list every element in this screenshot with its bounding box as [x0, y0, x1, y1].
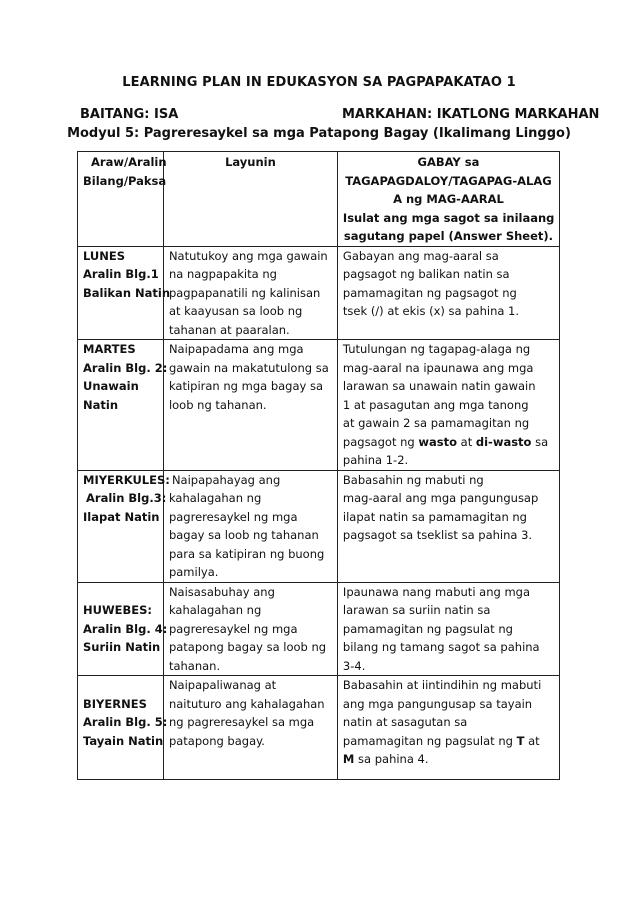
day-cell: [78, 470, 170, 582]
day-line: HUWEBES:: [83, 603, 153, 617]
table-row: [78, 246, 560, 340]
guide-cell: [337, 676, 559, 780]
goal-line: at kaayusan sa loob ng: [168, 304, 303, 318]
guide-line: mag-aaral ang mga pangungusap: [342, 491, 539, 505]
header-guide-line: Isulat ang mga sagot sa inilaang: [342, 210, 555, 225]
goal-line: naituturo ang kahalagahan: [168, 696, 325, 711]
guide-line: mag-aaral na ipaunawa ang mga: [342, 360, 534, 375]
header-guide-line: TAGAPAGDALOY/TAGAPAG-ALAG: [345, 173, 552, 188]
goal-line: gawain na makatutulong sa: [168, 360, 329, 375]
day-line: Natin: [83, 397, 119, 412]
goal-line: Naisasabuhay ang: [168, 584, 275, 599]
goal-line: katipiran ng mga bagay sa: [168, 379, 324, 393]
day-cell: [78, 582, 168, 676]
goal-cell: [163, 582, 337, 676]
guide-text: pagsagot ng: [342, 434, 419, 449]
guide-bold-text: di-wasto: [475, 434, 532, 449]
guide-line: tsek (/) at ekis (x) sa pahina 1.: [342, 304, 520, 318]
goal-line: Naipapaliwanag at: [168, 678, 277, 692]
guide-line: 1 at pasagutan ang mga tanong: [342, 397, 529, 412]
guide-cell: [337, 246, 559, 340]
guide-line: pamamagitan ng pagsulat ng: [342, 621, 513, 636]
day-line: Aralin Blg. 5:: [83, 715, 168, 729]
header-goal: Layunin: [163, 152, 337, 247]
goal-cell: [163, 676, 337, 780]
guide-text: at: [457, 434, 476, 449]
goal-line: loob ng tahanan.: [168, 397, 267, 412]
guide-line: natin at sasagutan sa: [342, 715, 468, 729]
goal-cell: [163, 246, 337, 340]
guide-line: Gabayan ang mag-aaral sa: [342, 248, 499, 263]
guide-line: [343, 732, 554, 751]
guide-text: pamamagitan ng pagsulat ng: [342, 733, 517, 748]
goal-cell: [163, 470, 337, 582]
goal-line: pagreresaykel ng mga: [168, 509, 298, 524]
guide-line: ilapat natin sa pamamagitan ng: [342, 509, 527, 524]
day-cell: [78, 340, 168, 471]
module-title: Modyul 5: Pagreresaykel sa mga Patapong Bagay (Ikalimang Linggo): [67, 126, 571, 141]
header-day-line: Bilang/Paksa: [83, 173, 167, 188]
guide-line: larawan sa unawain natin gawain: [342, 379, 536, 393]
guide-line: pamamagitan ng pagsagot ng: [342, 285, 517, 300]
day-line: Tayain Natin: [83, 733, 164, 748]
guide-line: Ipaunawa nang mabuti ang mga: [342, 584, 531, 599]
quarter-label: MARKAHAN: IKATLONG MARKAHAN: [342, 107, 600, 122]
guide-text: at: [524, 733, 540, 748]
day-line: Suriin Natin: [83, 640, 161, 654]
goal-line: patapong bagay.: [168, 733, 265, 748]
grade-level: BAITANG: ISA: [80, 107, 179, 122]
day-line: Aralin Blg. 2:: [83, 360, 168, 375]
goal-line: tahanan at paaralan.: [168, 322, 290, 337]
guide-cell: [337, 470, 559, 582]
guide-line: [343, 433, 554, 452]
goal-line: bagay sa loob ng tahanan: [168, 528, 319, 542]
guide-line: [343, 750, 554, 769]
learning-plan-table: [77, 151, 560, 780]
guide-bold-text: M: [342, 752, 355, 766]
guide-cell: [337, 582, 559, 676]
day-line: MIYERKULES:: [83, 472, 170, 487]
guide-text: sa: [531, 434, 549, 449]
table-row: [78, 676, 560, 780]
guide-line: Babasahin at iintindihin ng mabuti: [342, 678, 542, 692]
guide-text: sa pahina 4.: [354, 752, 429, 766]
day-line: Aralin Blg.1: [83, 267, 159, 281]
guide-cell: [337, 340, 559, 471]
goal-line: pagpapanatili ng kalinisan: [168, 285, 321, 300]
goal-line: Natutukoy ang mga gawain: [168, 248, 328, 263]
goal-line: patapong bagay sa loob ng: [168, 640, 327, 654]
day-cell: [78, 246, 171, 340]
guide-line: larawan sa suriin natin sa: [342, 603, 491, 617]
goal-line: na nagpapakita ng: [168, 267, 277, 281]
day-line: MARTES: [83, 342, 136, 356]
header-guide-line: GABAY sa: [417, 155, 480, 169]
guide-line: Babasahin ng mabuti ng: [342, 472, 484, 487]
day-line: Unawain: [83, 379, 139, 393]
goal-line: ng pagreresaykel sa mga: [168, 715, 315, 729]
day-line: Aralin Blg. 4:: [83, 621, 168, 636]
header-guide-line: sagutang papel (Answer Sheet).: [343, 229, 554, 243]
document-title: LEARNING PLAN IN EDUKASYON SA PAGPAPAKATAO 1: [122, 75, 516, 90]
goal-cell: [163, 340, 337, 471]
day-line: Ilapat Natin: [83, 509, 160, 524]
guide-bold-text: T: [516, 733, 525, 748]
guide-line: pagsagot sa tseklist sa pahina 3.: [342, 528, 533, 542]
goal-line: pagreresaykel ng mga: [168, 621, 298, 636]
header-guide: [337, 152, 559, 247]
goal-line: kahalagahan ng: [168, 491, 262, 505]
goal-line: para sa katipiran ng buong: [168, 546, 325, 561]
table-header-row: [78, 152, 560, 247]
day-line: Aralin Blg.3:: [86, 491, 167, 505]
table-row: [78, 340, 560, 471]
guide-line: Tutulungan ng tagapag-alaga ng: [342, 342, 531, 356]
guide-bold-text: wasto: [418, 434, 457, 449]
goal-line: kahalagahan ng: [168, 603, 262, 617]
header-day-line: Araw/Aralin: [91, 155, 167, 169]
goal-line: tahanan.: [168, 658, 221, 673]
header-day: [78, 152, 167, 247]
table-row: [78, 470, 560, 582]
table-row: [78, 582, 560, 676]
goal-line: Naipapadama ang mga: [168, 342, 304, 356]
goal-line: Naipapahayag ang: [171, 472, 281, 487]
guide-line: pagsagot ng balikan natin sa: [342, 267, 510, 281]
header-guide-line: A ng MAG-AARAL: [393, 192, 504, 206]
guide-line: ang mga pangungusap sa tayain: [342, 696, 533, 711]
day-line: Balikan Natin: [83, 285, 171, 300]
guide-line: bilang ng tamang sagot sa pahina: [342, 640, 540, 654]
guide-line: 3-4.: [342, 658, 366, 673]
day-line: BIYERNES: [83, 696, 147, 711]
day-line: LUNES: [83, 248, 126, 263]
guide-line: pahina 1-2.: [342, 453, 409, 467]
goal-line: pamilya.: [168, 565, 219, 579]
guide-line: at gawain 2 sa pamamagitan ng: [342, 416, 530, 430]
day-cell: [78, 676, 168, 780]
